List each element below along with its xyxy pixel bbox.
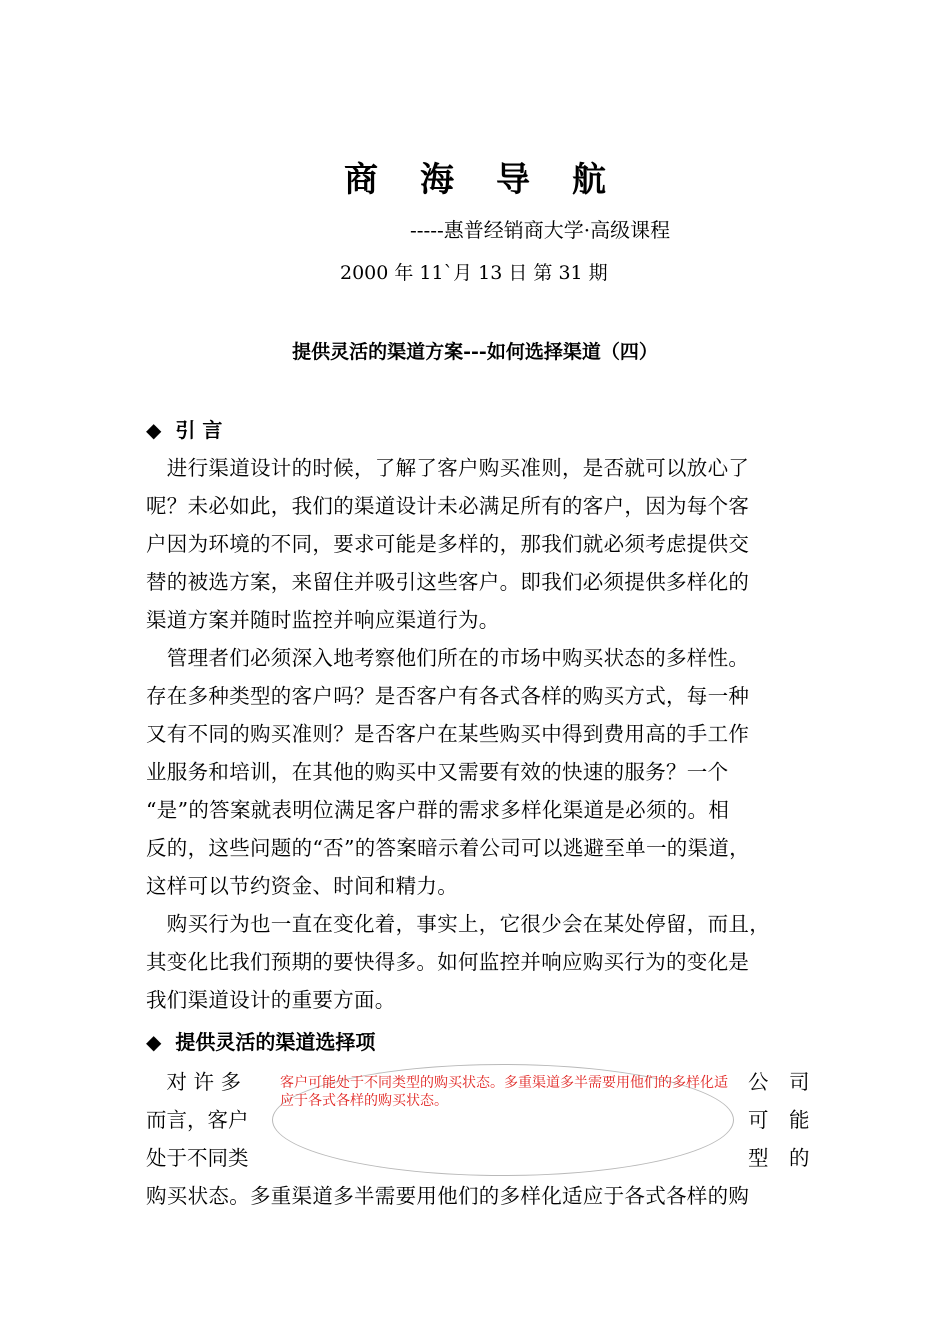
text-line: 购买状态。多重渠道多半需要用他们的多样化适应于各式各样的购 [146,1184,750,1208]
text-line: 存在多种类型的客户吗？是否客户有各式各样的购买方式，每一种 [146,684,750,708]
text-line: 型 的 [748,1146,810,1170]
text-line: 呢？未必如此，我们的渠道设计未必满足所有的客户，因为每个客 [146,494,750,518]
article-title: 提供灵活的渠道方案---如何选择渠道（四） [292,341,658,363]
text-line: “是”的答案就表明位满足客户群的需求多样化渠道是必须的。相 [146,798,730,822]
callout-text: 客户可能处于不同类型的购买状态。多重渠道多半需要用他们的多样化适应于各式各样的购买状态。 [280,1075,728,1109]
diamond-bullet-icon: ◆ [146,418,162,442]
wrapped-text-right [748,1063,810,1177]
text-line: 对 许 多 [146,1070,242,1094]
section-heading-options [146,1026,375,1055]
title-char: 导 [496,160,530,200]
text-line: 管理者们必须深入地考察他们所在的市场中购买状态的多样性。 [146,646,750,670]
text-line: 可 能 [748,1108,810,1132]
text-line: 这样可以节约资金、时间和精力。 [146,874,458,898]
text-line: 业服务和培训，在其他的购买中又需要有效的快速的服务？一个 [146,760,729,784]
text-line: 进行渠道设计的时候，了解了客户购买准则，是否就可以放心了 [146,456,750,480]
text-line: 渠道方案并随时监控并响应渠道行为。 [146,608,500,632]
text-line: 购买行为也一直在变化着，事实上，它很少会在某处停留，而且， [146,912,770,936]
text-line: 处于不同类 [146,1146,249,1170]
intro-paragraphs [146,449,808,1019]
text-line: 公 司 [748,1070,810,1094]
text-line: 我们渠道设计的重要方面。 [146,988,396,1012]
section-heading-text: 提供灵活的渠道选择项 [175,1030,376,1054]
text-line: 替的被选方案，来留住并吸引这些客户。即我们必须提供多样化的 [146,570,750,594]
diamond-bullet-icon: ◆ [146,1030,162,1054]
section-heading-intro [146,414,222,443]
wrapped-text-left [146,1063,249,1177]
title-char: 商 [344,160,378,200]
subtitle: -----惠普经销商大学·高级课程 [410,218,671,242]
issue-dateline: 2000 年 11`月 13 日 第 31 期 [340,262,608,284]
page-title [0,152,950,201]
text-line: 又有不同的购买准则？是否客户在某些购买中得到费用高的手工作 [146,722,750,746]
text-line: 反的，这些问题的“否”的答案暗示着公司可以逃避至单一的渠道， [146,836,750,860]
title-char: 航 [572,160,606,200]
text-line: 其变化比我们预期的要快得多。如何监控并响应购买行为的变化是 [146,950,750,974]
title-char: 海 [420,160,454,200]
section-heading-text: 引 言 [175,418,223,442]
text-line: 而言，客户 [146,1108,249,1132]
options-paragraph [146,1177,808,1215]
text-line: 户因为环境的不同，要求可能是多样的，那我们就必须考虑提供交 [146,532,750,556]
